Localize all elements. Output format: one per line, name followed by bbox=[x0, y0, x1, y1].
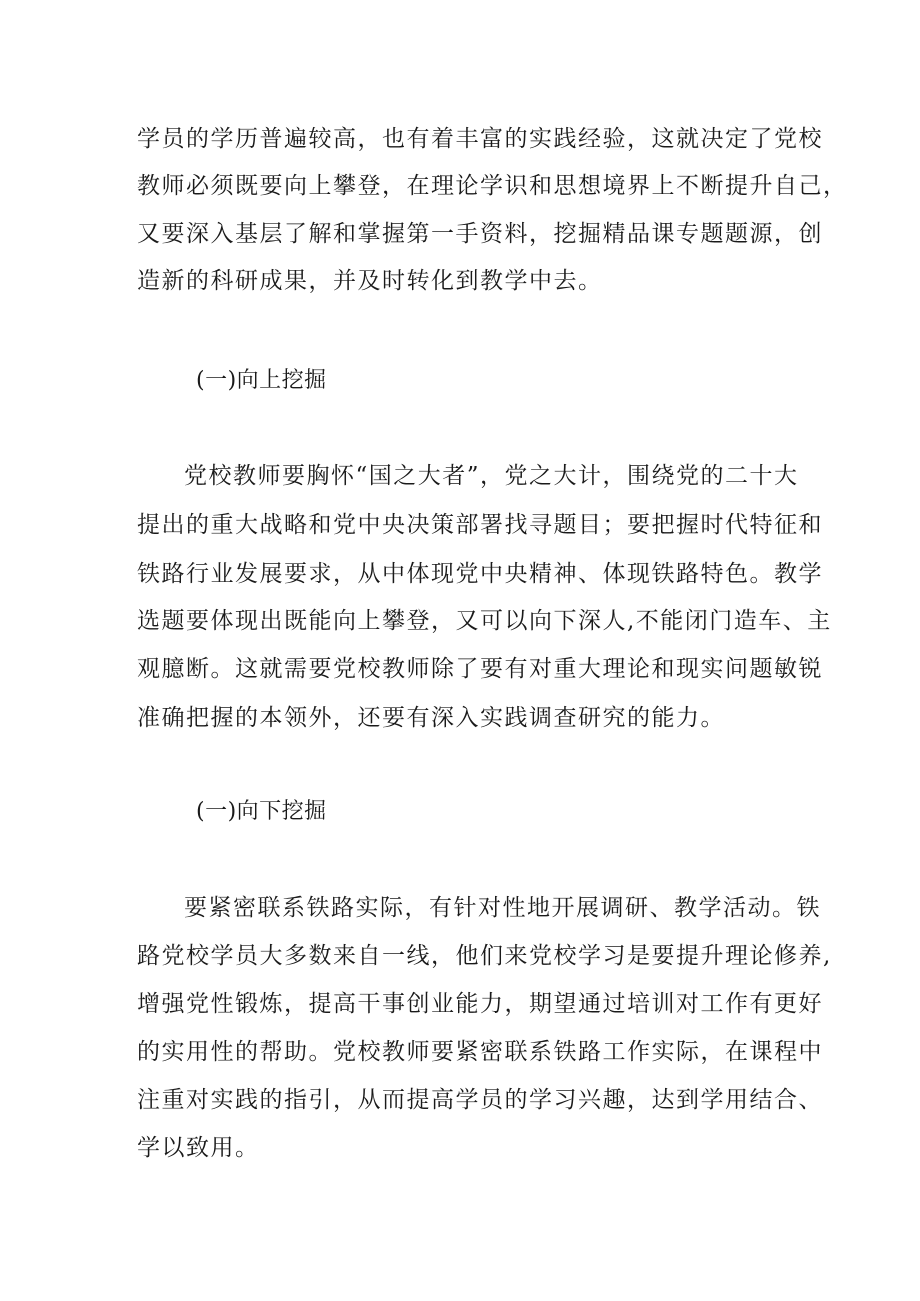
paragraph-line: 注重对实践的指引，从而提高学员的学习兴趣，达到学用结合、 bbox=[137, 1087, 823, 1113]
paragraph-line: 观臆断。这就需要党校教师除了要有对重大理论和现实问题敏锐 bbox=[137, 656, 823, 682]
paragraph-line: 教师必须既要向上攀登，在理论学识和思想境界上不断提升自己， bbox=[137, 173, 848, 199]
paragraph-line: 学以致用。 bbox=[137, 1135, 260, 1161]
section-heading-upward: (一)向上挖掘 bbox=[196, 368, 327, 393]
paragraph-line: 党校教师要胸怀“国之大者”，党之大计，围绕党的二十大 bbox=[184, 463, 799, 489]
paragraph-line: 增强党性锻炼，提高干事创业能力，期望通过培训对工作有更好 bbox=[137, 991, 823, 1017]
paragraph-line: 提出的重大战略和党中央决策部署找寻题目；要把握时代特征和 bbox=[137, 512, 823, 538]
paragraph-line: 路党校学员大多数来自一线，他们来党校学习是要提升理论修养, bbox=[137, 943, 832, 969]
paragraph-line: 学员的学历普遍较高，也有着丰富的实践经验，这就决定了党校 bbox=[137, 126, 823, 152]
paragraph-line: 造新的科研成果，并及时转化到教学中去。 bbox=[137, 268, 603, 294]
paragraph-line: 选题要体现出既能向上攀登，又可以向下深人,不能闭门造车、主 bbox=[137, 608, 832, 634]
paragraph-line: 的实用性的帮助。党校教师要紧密联系铁路工作实际，在课程中 bbox=[137, 1039, 823, 1065]
paragraph-line: 要紧密联系铁路实际，有针对性地开展调研、教学活动。铁 bbox=[184, 895, 821, 921]
paragraph-line: 铁路行业发展要求，从中体现党中央精神、体现铁路特色。教学 bbox=[137, 561, 823, 587]
section-heading-downward: (一)向下挖掘 bbox=[196, 799, 327, 824]
paragraph-line: 准确把握的本领外，还要有深入实践调查研究的能力。 bbox=[137, 705, 725, 731]
paragraph-line: 又要深入基层了解和掌握第一手资料，挖掘精品课专题题源，创 bbox=[137, 221, 823, 247]
